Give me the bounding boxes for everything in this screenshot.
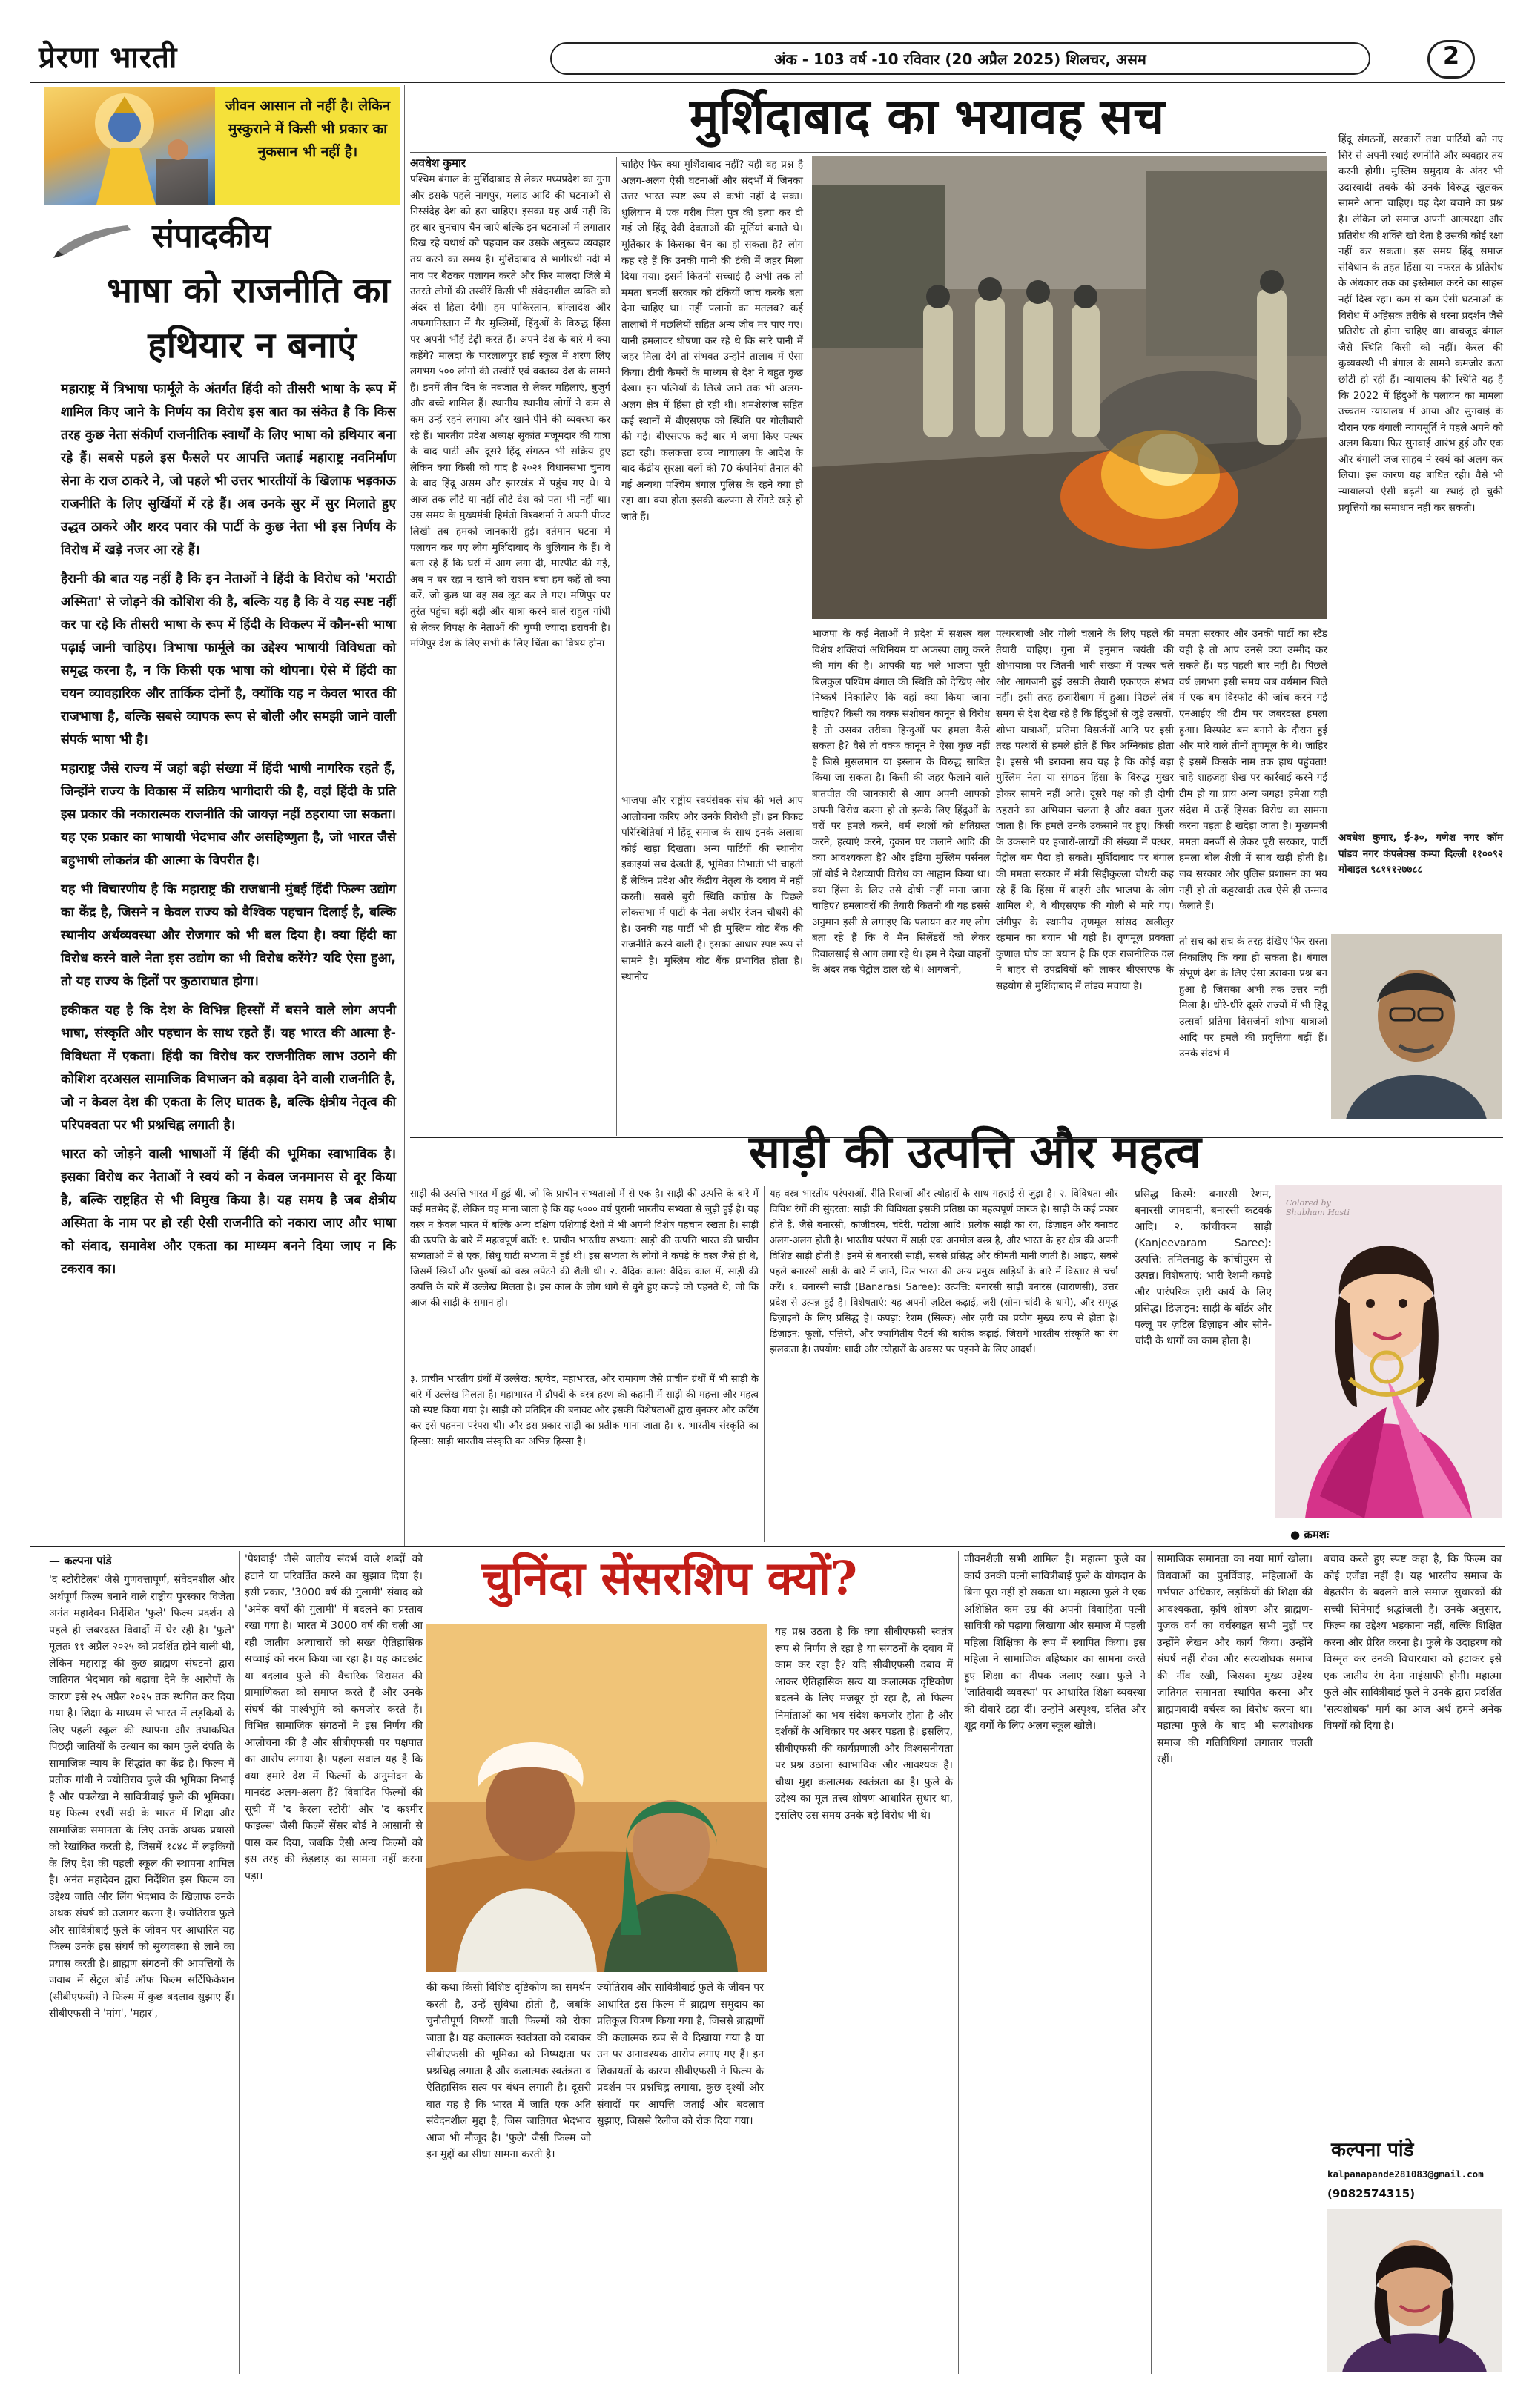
murshidabad-col4: पत्थरबाजी और गोली चलाने के लिए पहले की तैयारी चाहिए। गुना में हनुमान जयंती की शोभायात्रा पर जितनी भारी संख्या में पत्थर चले और आगजनी हुई उसकी तैयारी एकाएक संभव नहीं। इसी तरह हजारीबाग में हुआ। पिछले लंबे समय से देश देख रहे हैं कि हिंदुओं से जुड़े उत्सवों, शोभा यात्राओं, प्रतिमा विसर्जनों आदि पर इसी तरह पत्थरों से हमले होते हैं फिर अग्निकांड होता है। इससे भी डरावना सच यह है कि कोई बड़ा मुस्लिम नेता या संगठन हिंसा के विरुद्ध मुखर होकर सामने नहीं आते। दूसरे पक्ष को ही दोषी ठहराने का अभियान चलता है और वक्त गुजर जाता है। कि हमले उनके उकसाने पर हुए। किसी के उकसाने पर हजारों-लाखों की संख्या में पत्थर, पेट्रोल बम पैदा हो सकते। मुर्शिदाबाद पर बंगाल की ममता सरकार में मंत्री सिद्दीकुल्ला चौधरी कह रहे हैं कि हिंसा में बाहरी और भाजपा के लोग शामिल थे, वे बीएसएफ की गोली से मारे गए। जंगीपुर के स्थानीय तृणमूल सांसद खलीलुर रहमान का बयान भी यही है। तृणमूल प्रवक्ता कुणाल घोष का बयान है कि एक राजनीतिक दल ने बाहर से उपद्रवियों को लाकर बीएसएफ के सहयोग से मुर्शिदाबाद में तांडव मचाया है। [996,628,1174,993]
murshidabad-col-divider [616,157,617,1136]
saree-continued: ● क्रमशः [1290,1528,1330,1541]
editorial-title-line2: हथियार न बनाएं [148,325,357,366]
masthead [0,0,1532,82]
editorial-paragraph: हैरानी की बात यह नहीं है कि इन नेताओं ने हिंदी के विरोध को 'मराठी अस्मिता' से जोड़ने की कोशिश की है, बल्कि यह है कि वे यह स्पष्ट नहीं कर पा रहे कि तीसरी भाषा के रूप में हिंदी के विकल्प में कौन-सी भाषा पढ़ाई जानी चाहिए। त्रिभाषा फार्मूले का उद्देश्य भाषायी विविधता को समृद्ध करना है, न कि किसी एक भाषा को थोपना। ऐसे में हिंदी का चयन व्यावहारिक और तार्किक दोनों है, क्योंकि यह न केवल भारत की राजभाषा है, बल्कि सबसे व्यापक रूप से बोली और समझी जाने वाली संपर्क भाषा भी है। [61,572,396,747]
pen-icon [53,221,135,261]
censorship-col-divider-4 [1151,1551,1152,2374]
censorship-col3: की कथा किसी विशिष्ट दृष्टिकोण का समर्थन करती है, उन्हें सुविधा होती है, जबकि चुनौतीपूर्ण विषयों वाली फिल्मों को रोका जाता है। यह कलात्मक स्वतंत्रता को दबाकर सीबीएफसी की भूमिका को निष्पक्षता पर प्रश्नचिह्न लगाता है और कलात्मक स्वतंत्रता व ऐतिहासिक सत्य पर बंधन लगाती है। दूसरी बात यह है कि भारत में जाति एक अति संवेदनशील मुद्दा है, जिस जातिगत भेदभाव आज भी मौजूद है। 'फुले' जैसी फिल्म जो इन मुद्दों का सीधा सामना करती है। [426,1982,591,2160]
censorship-col2: 'पेशवाई' जैसे जातीय संदर्भ वाले शब्दों को हटाने या परिवर्तित करने का सुझाव दिया है। इसी प्रकार, '3000 वर्ष की गुलामी' संवाद को 'अनेक वर्षों की गुलामी' में बदलने का प्रस्ताव रखा गया है। भारत में 3000 वर्ष की चली आ रही जातीय अत्याचारों को सख्त ऐतिहासिक सच्चाई को नरम किया जा रहा है। यह काटछांट या बदलाव फुले की वैचारिक विरासत की प्रामाणिकता को समाप्त करते हैं और उनके संघर्ष की पार्श्वभूमि को कमजोर करते हैं। विभिन्न सामाजिक संगठनों ने इस निर्णय की आलोचना की है और सीबीएफसी पर पक्षपात का आरोप लगाया है। पहला सवाल यह है कि क्या हमारे देश में फिल्मों के अनुमोदन के मानदंड अलग-अलग हैं? विवादित फिल्मों की सूची में 'द केरला स्टोरी' और 'द कश्मीर फाइल्स' जैसी फिल्में सेंसर बोर्ड ने आसानी से पास कर दिया, जबकि ऐसी अन्य फिल्मों को इस तरह की छेड़छाड़ का सामना नहीं करना पड़ा। [245,1553,423,1882]
murshidabad-col5b: तो सच को सच के तरह देखिए फिर रास्ता निकालिए कि क्या हो सकता है। बंगाल संभूर्ण देश के लिए ऐसा डरावना प्रश्न बन हुआ है जिसका अभी तक उत्तर नहीं मिला है। धीरे-धीरे दूसरे राज्यों में भी हिंदू उत्सवों प्रतिमा विसर्जनों शोभा यात्राओं आदि पर हमले की प्रवृत्तियां बढ़ीं हैं। उनके संदर्भ में [1179,936,1327,1060]
censorship-col-divider-1 [239,1551,240,2374]
censorship-author: कल्पना पांडे [64,1554,112,1567]
murshidabad-col1: पश्चिम बंगाल के मुर्शिदाबाद से लेकर मध्यप्रदेश का गुना और इसके पहले नागपुर, मलाड आदि की घटनाओं से निस्संदेह देश को हरा चाहिए। इसका यह अर्थ नहीं कि हर बार चुनचाप चैन जाएं बल्कि इन घटनाओं में लगातार दिख रहे यथार्थ को पहचान कर उसके अनुरूप व्यवहार तय करने का समय है। मुर्शिदाबाद से भागीरथी नदी में नाव पर बैठकर पलायन करते और फिर मालदा जिले में उतरते लोगों की तस्वीरें किसी भी संवेदनशील व्यक्ति को अंदर से हिला देंगी। हम पाकिस्तान, बांग्लादेश और अफगानिस्तान में गैर मुस्लिमों, हिंदुओं के विरुद्ध हिंसा पर अपनी भौंहें टेढ़ी करते हैं। अपने देश के बारे में क्या कहेंगे? मालदा के पारलालपुर हाई स्कूल में शरण लिए लगभग ५०० लोगों की तस्वीरें एवं वक्तव्य देश के सामने हैं। इनमें तीन दिन के नवजात से लेकर महिलाएं, बुजुर्ग और बच्चे शामिल हैं। स्थानीय स्थानीय लोगों ने कम से कम उन्हें रहने लगाया और खाने-पीने की व्यवस्था कर रहे हैं। भारतीय प्रदेश अध्यक्ष सुकांत मजूमदार की यात्रा के बाद पार्टी और दूसरे हिंदू संगठन भी सक्रिय हुए लेकिन क्या किसी को याद है २०२१ विधानसभा चुनाव के बाद हिंदू असम और झारखंड में पहुंच गए थे। ये आज तक लौटे या नहीं लौटे देश को पता भी नहीं था। उस समय के मुख्यमंत्री हिमंतो विश्वशर्मा ने अपनी पीएट लिखी तब हमको जानकारी हुई। वर्तमान घटना में पलायन कर गए लोग मुर्शिदाबाद के धुलियान के हैं। वे बता रहे हैं कि घरों में आग लगा दी, मारपीट की गई, अब न घर रहा न खाने को राशन बचा हम कहें तो क्या करें, जो कुछ था वह सब लूट कर ले गए। मणिपुर पर तुरंत पहुंचा बड़ी बड़ी और यात्रा करने वाले राहुल गांधी से लेकर विपक्ष के नेताओं की चुप्पी ज्यादा डरावनी है। मणिपुर देश के लिए सभी के लिए चिंता का विषय होना [410,173,610,650]
murshidabad-col6: हिंदू संगठनों, सरकारों तथा पार्टियों को नए सिरे से अपनी स्थाई रणनीति और व्यवहार तय करनी होगी। मुस्लिम समुदाय के अंदर भी उदारवादी तबके की उनके विरुद्ध खुलकर सामने आना चाहिए। यह देश बचाने का प्रश्न है। लेकिन जो समाज अपनी आत्मरक्षा और प्रतिरोध की शक्ति खो देता है उसकी कोई रक्षा नहीं कर सकता। इस समय हिंदू समाज संविधान के तहत हिंसा या नफरत के प्रतिरोध के अंधकार तक का इस्तेमाल करने का साहस नहीं दिख रहा। कम से कम ऐसी घटनाओं के विरोध में अहिंसक तरीके से धरना प्रदर्शन जैसे प्रतिरोध तो होना चाहिए था। वाचजूद बंगाल जैसे स्थिति किसी को नहीं। केरल की कुव्यवस्थी भी बंगाल के सामने कमजोर कठा छोटी हो रही हैं। न्यायालय की स्थिति यह है कि 2022 में हिंदुओं के पलायन का मामला उच्चतम न्यायालय में आया और सुनवाई के दौरान एक बंगाली न्यायमूर्ति ने पहले अपने को अलग किया। फिर सुनवाई आरंभ हुई और एक और बंगाली जज साहब ने स्वयं को अलग कर लिया। इस कारण यह बाधित रही। वैसे भी न्यायालयों ऐसी बढ़ती या स्थाई हो चुकी प्रवृत्तियों का समाधान नहीं कर सकती। [1338,133,1503,514]
censorship-col-divider-3 [958,1551,959,2374]
page-number: 2 [1442,42,1460,70]
saree-model-photo [1275,1185,1502,1518]
editorial-section-label: संपादकीय [152,217,271,255]
murshidabad-headline-rule [410,152,1326,153]
saree-photo-caption: Colored by Shubham Hasti [1286,1198,1350,1217]
paper-name: प्रेरणा भारती [39,40,178,75]
saree-col1: साड़ी की उत्पत्ति भारत में हुई थी, जो कि प्राचीन सभ्यताओं में से एक है। साड़ी की उत्पत्ति के बारे में कई मतभेद हैं, लेकिन यह माना जाता है कि यह ५००० वर्ष पुरानी भारतीय सभ्यता से जुड़ी हुई है। यह वस्त्र न केवल भारत में बल्कि अन्य दक्षिण एशियाई देशों में भी अपनी विशेष पहचान रखता है। साड़ी की उत्पत्ति के बारे में महत्वपूर्ण बातें: १. प्राचीन भारतीय सभ्यता: साड़ी की उत्पत्ति भारत की प्राचीन सभ्यताओं में से एक, सिंधु घाटी सभ्यता में हुई थी। इस सभ्यता के लोगों ने कपड़े के वस्त्र जैसे ही थे, जिसमें स्त्रियों और पुरुषों को वस्त्र लपेटने की शैली थी। २. वैदिक काल: वैदिक काल में, साड़ी की उत्पत्ति के बारे में उल्लेख मिलता है। इस काल के लोग धागे से बुने हुए कपड़े को पहनते थे, जो कि आज की साड़ी के समान हो। [410,1188,759,1309]
censorship-phone: (9082574315) [1327,2187,1416,2200]
murshidabad-signoff: अवधेश कुमार, ई-३०, गणेश नगर कॉम पांडव नगर कंपलेक्स कम्पा दिल्ली ११००९२ मोबाइल ९८१११२७७८८ [1338,832,1503,876]
quote-text: जीवन आसान तो नहीं है। लेकिन मुस्कुराने में किसी भी प्रकार का नुकसान भी नहीं है। [225,98,391,160]
author-photo-avadhesh [1331,934,1502,1119]
editorial-paragraph: महाराष्ट्र में त्रिभाषा फार्मूले के अंतर्गत हिंदी को तीसरी भाषा के रूप में शामिल किए जाने के निर्णय का विरोध इस बात का संकेत है कि किस तरह कुछ नेता संकीर्ण राजनीतिक स्वार्थों के लिए भाषा को हथियार बना रहे हैं। सबसे पहले इस फैसले पर आपत्ति जताई महाराष्ट्र नवनिर्माण सेना के राज ठाकरे ने, जो पहले भी उत्तर भारतीयों के खिलाफ भड़काऊ राजनीति के लिए सुर्खियों में रहे हैं। अब उनके सुर में सुर मिलाते हुए उद्धव ठाकरे और शरद पवार की पार्टी के कुछ नेता भी इस निर्णय के विरोध में खड़े नजर आ रहे हैं। [61,382,396,558]
murshidabad-headline: मुर्शिदाबाद का भयावह सच [690,87,1165,145]
murshidabad-col2b: भाजपा और राष्ट्रीय स्वयंसेवक संघ की भले आप आलोचना करिए और उनके विरोधी हों। इन विकट परिस्थितियों में हिंदू समाज के साथ इनके अलावा कोई खड़ा दिखता। अन्य पार्टियों की स्थानीय इकाइयां सच देखती हैं, भूमिका निभाती भी चाहती हैं लेकिन प्रदेश और केंद्रीय नेतृत्व के दबाव में नहीं करती। सबसे बुरी स्थिति कांग्रेस के पिछले लोकसभा में पार्टी के नेता अधीर रंजन चौधरी की है। उनकी यह पार्टी भी ही मुस्लिम वोट बैंक की राजनीति करने वाली है। इसका आधार स्पष्ट रूप से सामने है। मुस्लिम वोट बैंक प्रभावित होता है। स्थानीय [621,795,803,983]
editorial-title-line1: भाषा को राजनीति का [107,270,390,311]
saree-headline: साड़ी की उत्पत्ति और महत्व [749,1125,1201,1179]
censorship-col7: सामाजिक समानता का नया मार्ग खोला। विधवाओं का पुनर्विवाह, महिलाओं के गर्भपात अधिकार, लड़कियों की शिक्षा की आवश्यकता, कृषि शोषण और ब्राह्मण-पुजक वर्ग का वर्चस्वहृत सभी मुद्दों पर उन्होंने लेखन और कार्य किया। उन्होंने संघर्ष नहीं रोका और सत्यशोधक समाज की नींव रखी, जिसका मुख्य उद्देश्य जातिगत समानता स्थापित करना और ब्राह्मणवादी वर्चस्व का विरोध करना था। महात्मा फुले के बाद भी सत्यशोधक समाज की गतिविधियां लगातार चलती रहीं। [1157,1553,1313,1765]
krishna-illustration [44,87,215,205]
murshidabad-author: अवधेश कुमार [410,156,466,170]
author-photo-kalpana [1327,2209,1502,2372]
editorial-paragraph: हकीकत यह है कि देश के विभिन्न हिस्सों में बसने वाले लोग अपनी भाषा, संस्कृति और पहचान के साथ रहते हैं। यह भारत की आत्मा है-विविधता में एकता। हिंदी का विरोध कर राजनीतिक लाभ उठाने की कोशिश दरअसल सामाजिक विभाजन को बढ़ावा देने वाली राजनीति है, जो न केवल देश की एकता के लिए घातक है, बल्कि क्षेत्रीय नेतृत्व की परिपक्वता पर भी प्रश्नचिह्न लगाती है। [61,1003,396,1133]
editorial-paragraph: महाराष्ट्र जैसे राज्य में जहां बड़ी संख्या में हिंदी भाषी नागरिक रहते हैं, जिन्होंने राज्य के विकास में सक्रिय भागीदारी की है, वहां हिंदी के प्रति इस प्रकार की नकारात्मक राजनीति की जायज़ नहीं ठहराया जा सकता। यह एक प्रकार का भाषायी भेदभाव और असहिष्णुता है, जो भारत जैसे बहुभाषी लोकतंत्र की आत्मा के विपरीत है। [61,761,396,868]
editorial-paragraph: भारत को जोड़ने वाली भाषाओं में हिंदी की भूमिका स्वाभाविक है। इसका विरोध कर नेताओं ने स्वयं को न केवल जनमानस से दूर किया है, बल्कि राष्ट्रहित से भी विमुख किया है। यह समय है जब क्षेत्रीय अस्मिता के नाम पर हो रही ऐसी राजनीति को नकारा जाए और भाषा को संवाद, समावेश और एकता का माध्यम बनने दिया जाए न कि टकराव का। [61,1147,396,1277]
censorship-col6: जीवनशैली सभी शामिल है। महात्मा फुले का कार्य उनकी पत्नी सावित्रीबाई फुले के योगदान के बिना पूरा नहीं हो सकता था। महात्मा फुले ने एक अशिक्षित कम उम्र की अपनी विवाहिता पत्नी सावित्री को पढ़ाया लिखाया और समाज में पहली महिला शिक्षिका के रूप में स्थापित किया। इस महिला ने सामाजिक बहिष्कार का सामना करते हुए शिक्षा का दीपक जलाए रखा। फुले ने 'जातिवादी व्यवस्था' पर आधारित शिक्षा व्यवस्था की दीवारें ढहा दीं। उन्होंने अस्पृश्य, दलित और शूद्र वर्गों के लिए अलग स्कूल खोले। [964,1553,1146,1732]
saree-col2: यह वस्त्र भारतीय परंपराओं, रीति-रिवाजों और त्योहारों के साथ गहराई से जुड़ा है। २. विविधता और विविध रंगों की सुंदरता: साड़ी की विविधता इसकी प्रतिष्ठा का महत्वपूर्ण कारक है। साड़ी के कई प्रकार होते हैं, जैसे बनारसी, कांजीवरम, चंदेरी, पटोला आदि। प्रत्येक साड़ी का रंग, डिज़ाइन और बनावट अलग-अलग होती है। भारतीय परंपरा में साड़ी एक अनमोल वस्त्र है, और भारत के हर क्षेत्र की अपनी विशिष्ट साड़ी होती है। इनमें से बनारसी साड़ी, सबसे प्रसिद्ध और कीमती मानी जाती है। आइए, सबसे पहले बनारसी साड़ी के बारे में जानें, फिर भारत की अन्य प्रमुख साड़ियों के बारे में विस्तार से चर्चा करें। १. बनारसी साड़ी (Banarasi Saree): उत्पत्ति: बनारसी साड़ी बनारस (वाराणसी), उत्तर प्रदेश से उत्पन्न हुई है। विशेषताएं: यह अपनी ज़टिल कढ़ाई, ज़री (सोना-चांदी के धागे), और समृद्ध डिज़ाइनों के लिए प्रसिद्ध है। कपड़ा: रेशम (सिल्क) और ज़री का प्रयोग मुख्य रूप से होता है। डिज़ाइन: फूलों, पत्तियों, और ज्यामितीय पैटर्न की बारीक कढ़ाई, जिसमें भारतीय संस्कृति का रंग झलकता है। उपयोग: शादी और त्योहारों के अवसर पर पहनने के लिए आदर्श। [770,1188,1118,1355]
phule-film-still [426,1624,767,1972]
censorship-author-mark: — कल्पना पांडे [49,1554,112,1567]
censorship-col1: 'द स्टोरीटेलर' जैसे गुणवत्तापूर्ण, संवेदनशील और अर्थपूर्ण फिल्म बनाने वाले राष्ट्रीय पुरस्कार विजेता अनंत महादेवन निर्देशित 'फुले' फिल्म प्रदर्शन से पहले ही जबरदस्त विवादों में घेर रही है। 'फुले' मूलतः ११ अप्रैल २०२५ को प्रदर्शित होने वाली थी, लेकिन महाराष्ट्र की कुछ ब्राह्मण संघटनों द्वारा जातिगत भेदभाव को बढ़ावा देने के आरोपों के कारण इसे २५ अप्रैल २०२५ तक स्थगित कर दिया गया है। शिक्षा के माध्यम से भारत में लड़कियों के लिए पहली स्कूल की स्थापना और तथाकथित पिछड़ी जातियों के उत्थान का काम फुले दंपति के सामाजिक न्याय के सिद्धांत का केंद्र है। फिल्म में प्रतीक गांधी ने ज्योतिराव फुले की भूमिका निभाई है और पत्रलेखा ने सावित्रीबाई फुले की भूमिका। यह फिल्म १९वीं सदी के भारत में शिक्षा और सामाजिक समानता के लिए उनके अथक प्रयासों को रेखांकित करती है, जिसमें १८४८ में लड़कियों के लिए देश की पहली स्कूल की स्थापना शामिल है। अनंत महादेवन द्वारा निर्देशित इस फिल्म का उद्देश्य जाति और लिंग भेदभाव के खिलाफ उनके अथक संघर्ष को उजागर करना है। ज्योतिराव फुले और सावित्रीबाई फुले के जीवन पर आधारित यह फिल्म उनके इस संघर्ष को सुव्यवस्था से लाने का प्रयास करती है। ब्राह्मण संगठनों की आपत्तियों के जवाब में सेंट्रल बोर्ड ऑफ फिल्म सर्टिफिकेशन (सीबीएफसी) ने फिल्म में कुछ बदलाव सुझाए हैं। सीबीएफसी ने 'मांग', 'महार', [49,1574,234,2020]
censorship-headline: चुनिंदा सेंसरशिप क्यों? [482,1551,858,1605]
krishna-figure-icon [44,87,215,205]
saree-col-divider [764,1186,765,1542]
censorship-col4: ज्योतिराव और सावित्रीबाई फुले के जीवन पर आधारित इस फिल्म में ब्राह्मण समुदाय का प्रतिकूल चित्रण किया गया है, जिससे ब्राह्मणों की कलात्मक रूप से वे दिखाया गया है या उन पर अनावश्यक आरोप लगाए गए हैं। इन शिकायतों के कारण सीबीएफसी ने फिल्म के प्रदर्शन पर प्रश्नचिह्न लगाया, कुछ दृश्यों और संवादों पर आपत्ति जताई और बदलाव सुझाए, जिससे रिलीज को रोक दिया गया। [597,1982,764,2127]
saree-headline-rule [410,1182,1504,1183]
censorship-col5: यह प्रश्न उठता है कि क्या सीबीएफसी स्वतंत्र रूप से निर्णय ले रहा है या संगठनों के दबाव में काम कर रहा है? यदि सीबीएफसी दबाव में आकर ऐतिहासिक सत्य या कलात्मक दृष्टिकोण बदलने के लिए मजबूर हो रहा है, तो फिल्म निर्माताओं का भय संदेश कमजोर होता है और दर्शकों के अधिकार पर असर पड़ता है। इसलिए, सीबीएफसी की कार्यप्रणाली और विश्वसनीयता पर प्रश्न उठाना स्वाभाविक और आवश्यक है। चौथा मुद्दा कलात्मक स्वतंत्रता का है। फुले के उद्देश्य का मूल तत्त्व शोषण आधारित सुधार था, इसलिए उस समय उनके बड़े विरोध भी थे। [775,1626,953,1822]
editorial-paragraph: यह भी विचारणीय है कि महाराष्ट्र की राजधानी मुंबई हिंदी फिल्म उद्योग का केंद्र है, जिसने न केवल राज्य को वैश्विक पहचान दिलाई है, बल्कि स्थानीय अर्थव्यवस्था और रोजगार को भी बल दिया है। क्या हिंदी का विरोध करने वाले नेता इस उद्योग का भी विरोध करेंगे? यदि ऐसा हुआ, तो यह राज्य के हितों पर कुठाराघात होगा। [61,882,396,989]
censorship-email: kalpanapande281083@gmail.com [1327,2169,1484,2180]
quote-box [215,87,400,205]
editorial-divider [404,85,405,1546]
issue-line: अंक - 103 वर्ष -10 रविवार (20 अप्रैल 2025) शिलचर, असम [774,50,1146,68]
saree-col1b: ३. प्राचीन भारतीय ग्रंथों में उल्लेख: ऋग्वेद, महाभारत, और रामायण जैसे प्राचीन ग्रंथों में भी साड़ी के बारे में उल्लेख मिलता है। महाभारत में द्रौपदी के वस्त्र हरण की कहानी में साड़ी की महत्ता और महत्व को स्पष्ट किया गया है। साड़ी को प्रतिदिन की बनावट और इसकी विशेषताओं द्वारा बुनकर और कटिंग कर इसे पहनना परंपरा थी। और इस प्रकार साड़ी का प्रतीक माना जाता है। १. भारतीय संस्कृति का हिस्सा: साड़ी भारतीय संस्कृति का अभिन्न हिस्सा है। [410,1374,759,1447]
murshidabad-photo [812,156,1327,619]
censorship-col8: बचाव करते हुए स्पष्ट कहा है, कि फिल्म का कोई एजेंडा नहीं है। यह भारतीय समाज के बेहतरीन के बदलने वाले समाज सुधारकों की सच्ची सिनेमाई श्रद्धांजली है। उनके अनुसार, फिल्म का उद्देश्य भड़काना नहीं, बल्कि शिक्षित करना और प्रेरित करना है। फुले के उदाहरण को विस्मृत कर उनकी विचारधारा को हटाकर इसे एक जातीय रंग देना नाइंसाफी होगी। महात्मा फुले और सावित्रीबाई फुले ने उनके द्वारा प्रदर्शित 'सत्यशोधक' मार्ग का आज अर्थ हमने अनेक विषयों को दिया है। [1324,1553,1502,1732]
murshidabad-col2: चाहिए फिर क्या मुर्शिदाबाद नहीं? यही वह प्रश्न है अलग-अलग ऐसी घटनाओं और संदर्भों में जिनका उत्तर भारत स्पष्ट रूप से कभी नहीं दे सका। धुलियान में एक गरीब पिता पुत्र की हत्या कर दी गई जो हिंदू देवी देवताओं की मूर्तियां बनाते थे। मूर्तिकार के किसका चैन का हो सकता है? लोग कह रहे हैं कि उनकी पानी की टंकी में जहर मिला दिया गया। इसमें कितनी सच्चाई है अभी तक तो ममता बनर्जी सरकार को टंकियों जांच करके बता देना चाहिए था। नहीं पलानो का मतलब? कई तालाबों में मछलियों सहित अन्य जीव मर पाए गए। यानी हमलावर धोषणा कर रहे थे कि सारे पानी में जहर मिला देंगे तो संभवत उन्होंने तालाब में ऐसा किया। टीवी कैमरों के माध्यम से देश ने बहुत कुछ देखा। इन पत्नियों के लिखे जाने तक भी अलग-अलग क्षेत्र में हिंसा हो रही थी। शमशेरगंज सहित कई स्थानों में बीएसएफ को स्थिति पर गोलीबारी की गई। बीएसएफ कई बार में जमा किए पत्थर हटा रही। कलकत्ता उच्च न्यायालय के आदेश के बाद केंद्रीय सुरक्षा बलों की 70 कंपनियां तैनात की गई अन्यथा पश्चिम बंगाल पुलिस के रहने क्या हो रहा था। क्या होता इसकी कल्पना से रोंगटे खड़े हो जाते हैं। [621,159,803,523]
saree-continued-label: क्रमशः [1304,1528,1330,1541]
murshidabad-col3: भाजपा के कई नेताओं ने प्रदेश में सशस्त्र बल विशेष शक्तियां अधिनियम या अफस्पा लागू करने की मांग की है। आपकी यह भले भाजपा पूरी बिलकुल पश्चिम बंगाल की स्थिति को देखिए और निष्कर्ष निकालिए कि वहां क्या किया जाना चाहिए? किसी का वक्फ संशोधन कानून से विरोध है तो उसका तरीका हिन्दुओं पर हमला कैसे सकता है? वैसे तो वक्फ कानून ने ऐसा कुछ नहीं है जिसे मुसलमान या इस्लाम के विरुद्ध साबित किया जा सकता है। किसी की जहर फैलाने वाले बातचीत की जानकारी से आप अपनी आपको अपनी विरोध करना हो तो इसके लिए हिंदुओं के घरों पर हमले करने, धर्म स्थलों को क्षतिग्रस्त करने, हत्याएं करने, दुकान घर जलाने आदि की क्या आवश्यकता है? और इंडिया मुस्लिम पर्सनल लॉ बोर्ड ने देशव्यापी विरोध का आह्वान किया था। क्या हिंसा के लिए उसे दोषी नहीं माना जाना चाहिए? हमलावरों की तैयारी कितनी थी यह इससे अनुमान इसी से लगाइए कि पलायन कर गए लोग बता रहे हैं कि वे मैंन सिलेंडरों को लेकर दिवालसाई से आग लगा रहे थे। हम ने देखा वाहनों के अंदर तक पेट्रोल डाल रहे थे। आगजनी, [812,628,990,976]
editorial-body [61,378,396,1287]
censorship-signoff-name: कल्पना पांडे [1331,2139,1414,2161]
murshidabad-col5: ममता सरकार और उनकी पार्टी का स्टैंड यही है तो आप उनसे क्या उम्मीद कर सकते हैं। यह पहली बार नहीं है। पिछले वर्ष लगभग इसी समय जब वर्धमान जिले में एक बम विस्फोट की जांच करने गई एनआईए की टीम पर जबरदस्त हमला हुआ। विस्फोट बम बनाने के दौरान हुई और मारे वाले तीनों तृणमूल के थे। जाहिर है इसमें किसके नाम तक हाथ पहुंचता! चाहे शाहजहां शेख पर कार्रवाई करने गई टीम हो या प्राय अन्य जगह! हमेशा यही संदेश में उन्हें हिंसक विरोध का सामना करना पड़ता है खदेड़ा जाता है। मुख्यमंत्री ममता बनर्जी से लेकर पूरी सरकार, पार्टी हमला बोल शैली में साथ खड़ी होती है। जब सरकार और पुलिस प्रशासन का भय नहीं हो तो कट्टरवादी तत्व ऐसे ही उन्माद फैलाते हैं। [1179,628,1327,913]
saree-col3: प्रसिद्ध किस्में: बनारसी रेशम, बनारसी जामदानी, बनारसी कटवर्क आदि। २. कांचीवरम साड़ी (Kanjeevaram Saree): उत्पत्ति: तमिलनाडु के कांचीपुरम से उत्पन्न। विशेषताएं: भारी रेशमी कपड़े और पारंपरिक ज़री कार्य के लिए प्रसिद्ध। डिज़ाइन: साड़ी के बॉर्डर और पल्लू पर ज़टिल डिज़ाइन और सोने-चांदी के धागों का काम होता है। [1135,1188,1272,1347]
